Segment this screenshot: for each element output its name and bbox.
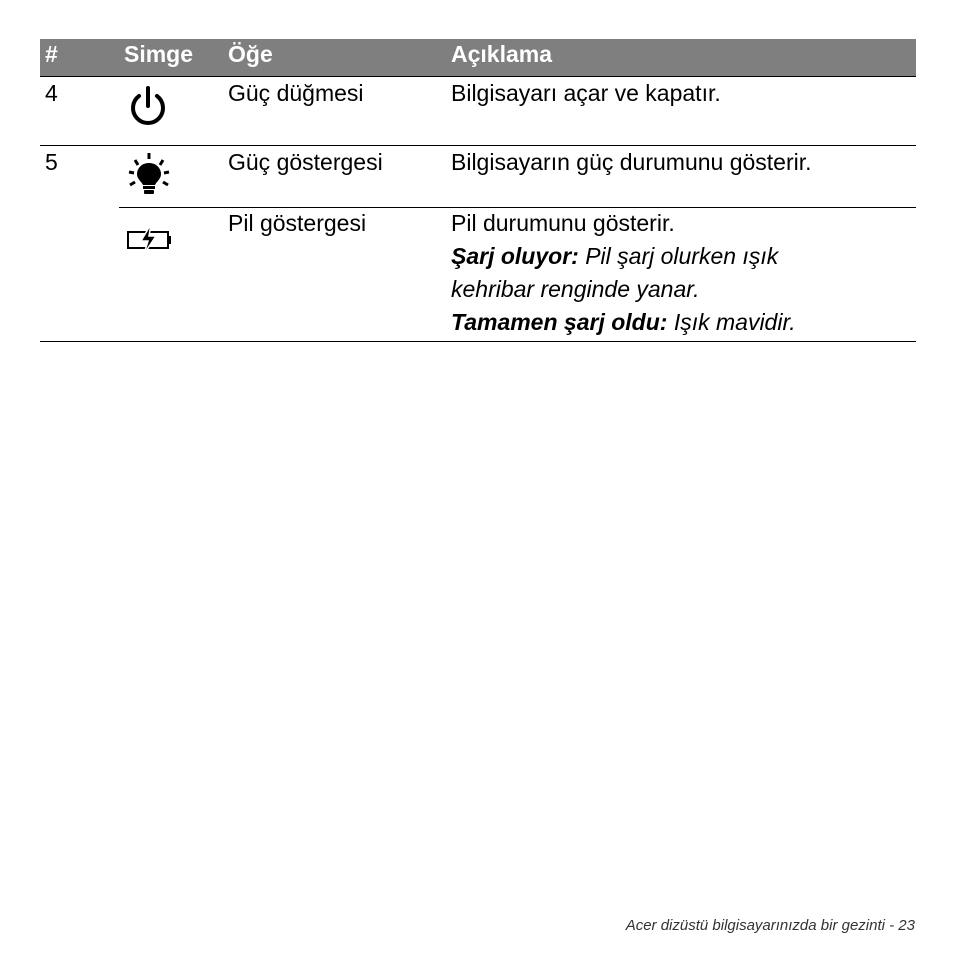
light-bulb-icon [126, 152, 172, 204]
header-icon: Simge [124, 41, 194, 67]
table-row [40, 77, 916, 146]
battery-description: Pil durumunu gösterir. [451, 210, 675, 236]
table-header [40, 39, 916, 77]
power-icon [126, 84, 170, 134]
header-item: Öğe [228, 41, 273, 67]
table-row [40, 207, 916, 342]
full-label: Tamamen şarj oldu: [451, 309, 668, 335]
table-row [40, 146, 916, 207]
charging-text: Pil şarj olurken ışık [578, 243, 779, 269]
full-text: Işık mavidir. [667, 309, 796, 335]
charging-line [451, 240, 796, 273]
battery-charging-icon [126, 223, 174, 261]
charging-label: Şarj oluyor: [451, 243, 579, 269]
full-line [451, 306, 796, 339]
header-description: Açıklama [451, 41, 553, 67]
row-description [451, 207, 796, 339]
component-table [40, 39, 916, 342]
row-item: Güç düğmesi [228, 80, 364, 106]
charging-text-continued: kehribar renginde yanar. [451, 276, 700, 302]
row-num: 4 [45, 80, 58, 106]
row-item: Güç göstergesi [228, 149, 383, 175]
page-footer: Acer dizüstü bilgisayarınızda bir gezinti - 23 [625, 917, 915, 934]
row-description: Bilgisayarın güç durumunu gösterir. [451, 149, 812, 175]
row-description: Bilgisayarı açar ve kapatır. [451, 80, 721, 106]
row-item: Pil göstergesi [228, 210, 367, 236]
header-num: # [45, 41, 58, 67]
row-num: 5 [45, 149, 58, 175]
